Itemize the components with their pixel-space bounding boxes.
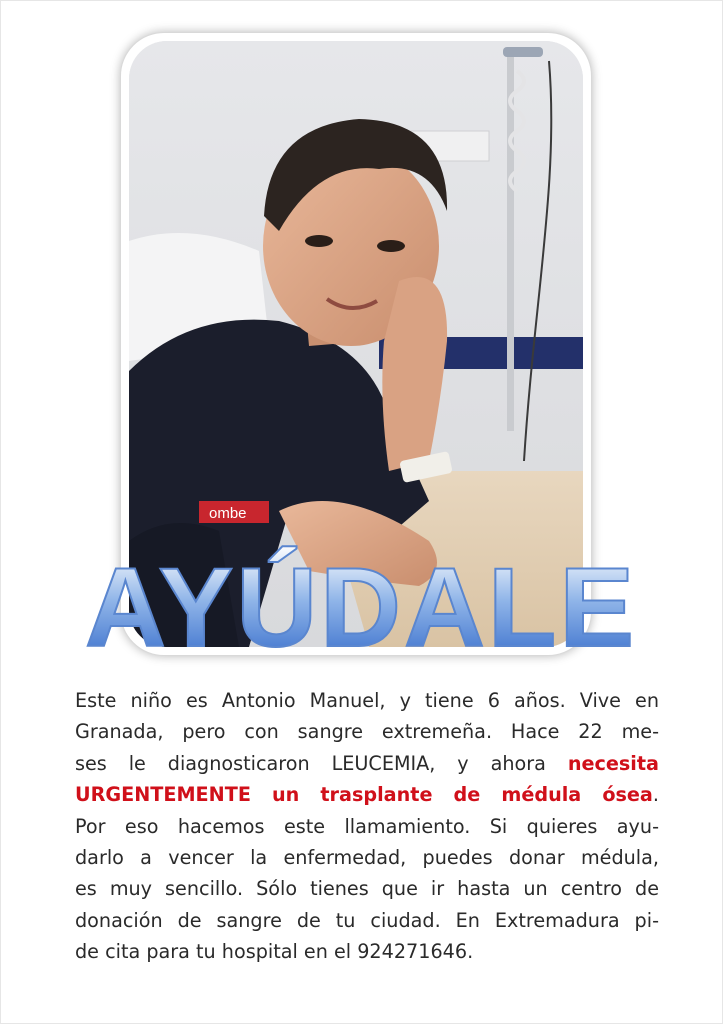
paragraph-text: darlo a vencer la enfermedad, puedes donar médula, xyxy=(75,846,659,870)
appeal-paragraph xyxy=(75,685,659,968)
paragraph-line xyxy=(75,685,659,716)
paragraph-line xyxy=(75,905,659,936)
urgent-text: necesita xyxy=(567,751,659,775)
urgent-text: URGENTEMENTE un trasplante de médula ósea xyxy=(75,783,653,807)
paragraph-text: donación de sangre de tu ciudad. En Extremadura pi- xyxy=(75,908,659,932)
paragraph-line xyxy=(75,748,659,779)
paragraph-text: de cita para tu hospital en el 924271646. xyxy=(75,940,474,964)
headline-graphic xyxy=(0,545,723,670)
shirt-print: ombe xyxy=(209,505,247,522)
paragraph-text: . xyxy=(652,783,659,807)
paragraph-text: Este niño es Antonio Manuel, y tiene 6 años. Vive en xyxy=(75,689,659,712)
paragraph-text: Granada, pero con sangre extremeña. Hace 22 me- xyxy=(75,720,659,744)
paragraph-line xyxy=(75,811,659,842)
paragraph-line xyxy=(75,842,659,873)
paragraph-text: ses le diagnosticaron LEUCEMIA, y ahora xyxy=(75,751,568,775)
paragraph-line xyxy=(75,779,659,810)
paragraph-line xyxy=(75,873,659,904)
paragraph-text: Por eso hacemos este llamamiento. Si quieres ayu- xyxy=(75,814,659,838)
paragraph-line xyxy=(75,936,659,967)
paragraph-line xyxy=(75,716,659,747)
headline xyxy=(0,545,723,687)
paragraph-text: es muy sencillo. Sólo tienes que ir hasta un centro de xyxy=(75,877,659,901)
headline-text: AYÚDALE xyxy=(84,545,638,670)
